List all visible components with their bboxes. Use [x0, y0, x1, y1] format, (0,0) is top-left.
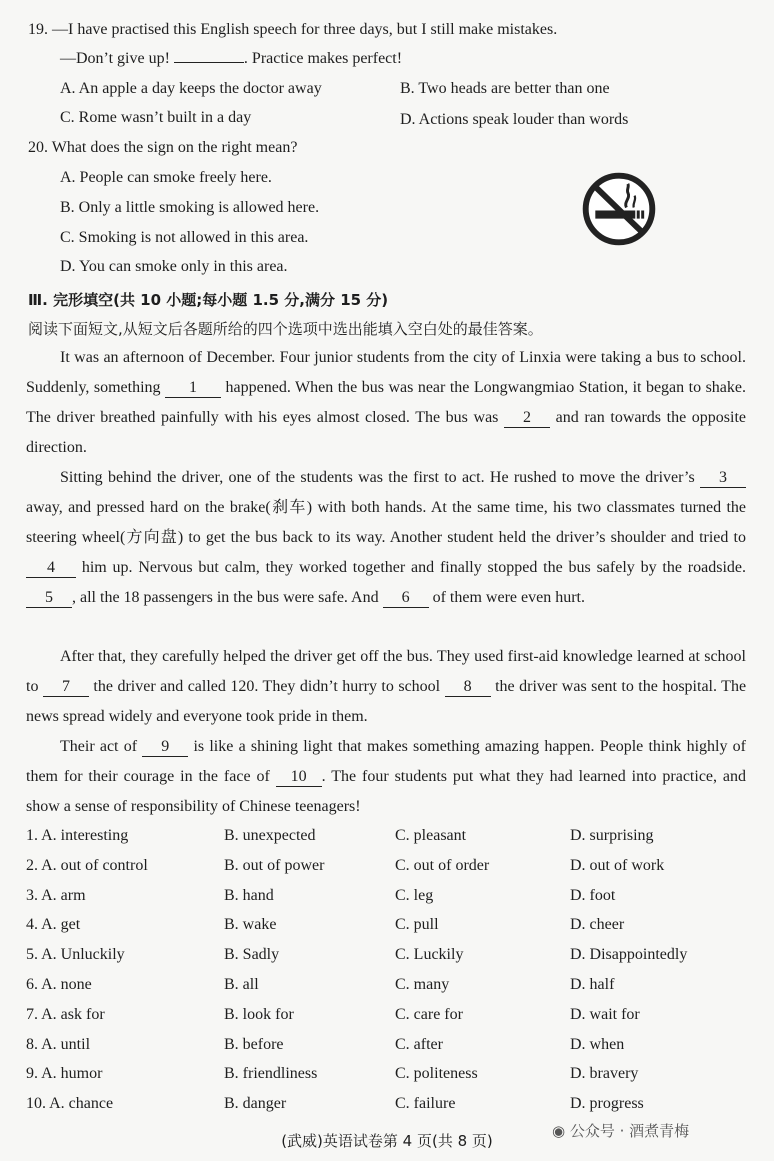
q19-option-b: B. Two heads are better than one: [400, 80, 610, 97]
choice-9-b: B. friendliness: [224, 1065, 318, 1083]
passage-text: , all the 18 passengers in the bus were safe. And: [72, 589, 379, 606]
choice-4-d: D. cheer: [570, 916, 625, 934]
choice-10-a: 10. A. chance: [26, 1095, 114, 1113]
passage-text: of them were even hurt.: [432, 589, 585, 606]
choice-1-b: B. unexpected: [224, 827, 316, 844]
choice-9-d: D. bravery: [570, 1065, 639, 1083]
passage-paragraph-3: [26, 642, 746, 732]
blank-7: 7: [43, 678, 89, 697]
blank-10: 10: [276, 768, 322, 787]
q19-line2-a: —Don’t give up!: [60, 50, 170, 67]
choice-7-d: D. wait for: [570, 1005, 640, 1023]
choice-5-b: B. Sadly: [224, 946, 280, 964]
q19-option-a: A. An apple a day keeps the doctor away: [60, 80, 322, 97]
choice-6-b: B. all: [224, 976, 259, 993]
passage-text: away, and pressed hard on the brake(刹车) with both hands. At the same time, his two classmates turned the steering wheel(方向盘) to get the bus back to its way. Another student held the driver’s shoulder and tried to: [26, 499, 746, 546]
choice-10-c: C. failure: [395, 1095, 456, 1113]
watermark: [552, 1120, 689, 1141]
no-smoking-icon: [582, 172, 656, 246]
passage-text: is like a shining light that makes something amazing happen. People think highly of them for their courage in the face of: [26, 738, 747, 785]
passage-text: It was an afternoon of December. Four junior students from the city of Linxia were taking a bus to school. Suddenly, something: [26, 349, 746, 396]
blank-2: 2: [504, 409, 550, 428]
choice-1-c: C. pleasant: [395, 827, 467, 844]
passage-text: the driver and called 120. They didn’t hurry to school: [93, 678, 441, 695]
choice-7-a: 7. A. ask for: [26, 1005, 105, 1023]
choice-6-c: C. many: [395, 976, 450, 993]
wechat-icon: ◉: [552, 1122, 566, 1140]
choice-5-d: D. Disappointedly: [570, 946, 688, 964]
q19-blank: [174, 62, 244, 63]
choice-4-c: C. pull: [395, 916, 439, 934]
passage-text: the driver was sent to the hospital. The news spread widely and everyone took pride in them.: [26, 678, 747, 725]
choice-4-b: B. wake: [224, 916, 277, 934]
q20-stem: 20. What does the sign on the right mean?: [28, 139, 298, 156]
choice-2-d: D. out of work: [570, 856, 665, 874]
choice-1-d: D. surprising: [570, 827, 654, 844]
q19-stem: 19. —I have practised this English speech for three days, but I still make mistakes.: [28, 21, 558, 38]
passage-text: and ran towards the opposite direction.: [26, 409, 747, 456]
watermark-text: 公众号 · 酒煮青梅: [569, 1122, 690, 1140]
page-footer: (武威)英语试卷第 4 页(共 8 页): [281, 1132, 493, 1150]
q20-option-a: A. People can smoke freely here.: [60, 169, 272, 186]
passage-text: happened. When the bus was near the Longwangmiao Station, it began to shake. The driver breathed painfully with his eyes almost closed. The bus was: [26, 379, 746, 426]
blank-6: 6: [383, 589, 429, 608]
blank-4: 4: [26, 559, 76, 578]
passage-paragraph-4: [26, 732, 746, 822]
passage-paragraph-1: [26, 343, 746, 463]
blank-9: 9: [142, 738, 188, 757]
choice-5-a: 5. A. Unluckily: [26, 946, 125, 964]
choice-6-d: D. half: [570, 976, 615, 993]
choice-10-d: D. progress: [570, 1095, 644, 1113]
choice-8-d: D. when: [570, 1035, 625, 1053]
q19-option-d: D. Actions speak louder than words: [400, 111, 629, 128]
choice-3-d: D. foot: [570, 886, 616, 904]
q19-line2-b: . Practice makes perfect!: [243, 50, 403, 67]
choice-2-b: B. out of power: [224, 856, 325, 874]
choice-3-c: C. leg: [395, 886, 434, 904]
choice-8-a: 8. A. until: [26, 1035, 91, 1053]
choice-3-b: B. hand: [224, 886, 274, 904]
blank-1: 1: [165, 379, 221, 398]
blank-8: 8: [445, 678, 491, 697]
blank-5: 5: [26, 589, 72, 608]
q19-option-c: C. Rome wasn’t built in a day: [60, 109, 252, 126]
choice-7-b: B. look for: [224, 1005, 294, 1023]
passage-paragraph-2: [26, 463, 746, 613]
q20-option-b: B. Only a little smoking is allowed here.: [60, 199, 320, 216]
choice-1-a: 1. A. interesting: [26, 827, 129, 844]
choice-9-c: C. politeness: [395, 1065, 478, 1083]
choice-2-c: C. out of order: [395, 856, 490, 874]
choice-6-a: 6. A. none: [26, 976, 92, 993]
q20-option-d: D. You can smoke only in this area.: [60, 258, 288, 275]
passage-text: Their act of: [60, 738, 138, 755]
section-instruction: 阅读下面短文,从短文后各题所给的四个选项中选出能填入空白处的最佳答案。: [28, 320, 543, 338]
choice-3-a: 3. A. arm: [26, 886, 86, 904]
choice-2-a: 2. A. out of control: [26, 856, 148, 874]
choice-10-b: B. danger: [224, 1095, 287, 1113]
passage-text: Sitting behind the driver, one of the students was the first to act. He rushed to move the driver’s: [60, 469, 695, 486]
choice-4-a: 4. A. get: [26, 916, 81, 934]
choice-9-a: 9. A. humor: [26, 1065, 103, 1083]
q20-option-c: C. Smoking is not allowed in this area.: [60, 229, 309, 246]
section-title: Ⅲ. 完形填空(共 10 小题;每小题 1.5 分,满分 15 分): [28, 291, 389, 309]
choice-5-c: C. Luckily: [395, 946, 464, 964]
choice-7-c: C. care for: [395, 1005, 463, 1023]
choice-8-b: B. before: [224, 1035, 284, 1053]
blank-3: 3: [700, 469, 746, 488]
choice-8-c: C. after: [395, 1035, 443, 1053]
passage-text: After that, they carefully helped the driver get off the bus. They used first-aid knowledge learned at school to: [26, 648, 746, 695]
passage-text: . The four students put what they had learned into practice, and show a sense of responsibility of Chinese teenagers!: [26, 768, 747, 815]
q19-line2: [60, 49, 402, 69]
passage-text: him up. Nervous but calm, they worked together and finally stopped the bus safely by the roadside.: [81, 559, 746, 576]
